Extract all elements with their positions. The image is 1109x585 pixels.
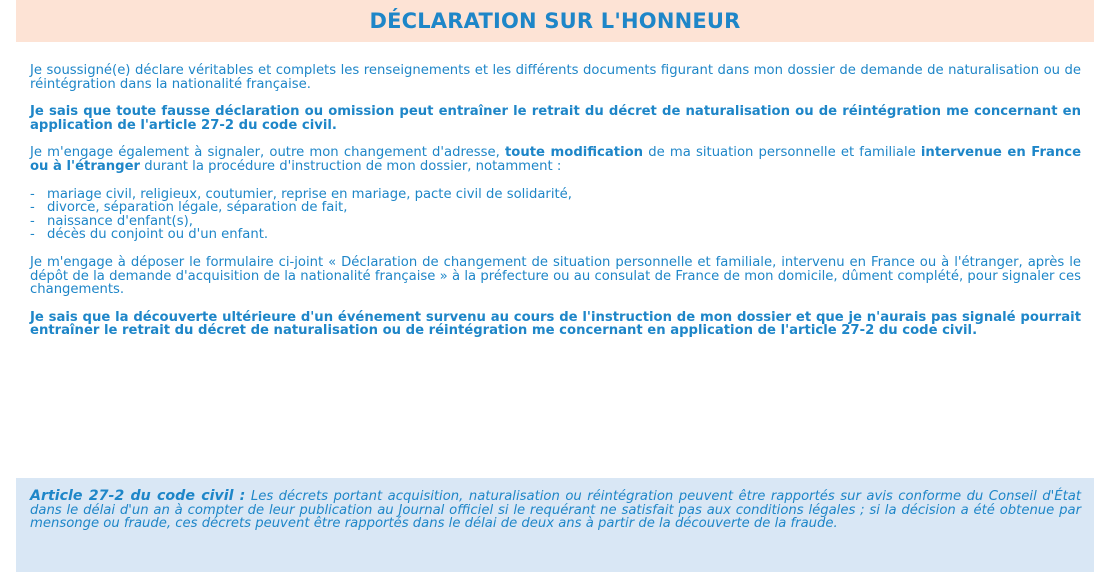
article-title: Article 27-2 du code civil : bbox=[30, 488, 246, 504]
list-item-text: divorce, séparation légale, séparation de fait, bbox=[47, 200, 348, 216]
list-item bbox=[30, 201, 1081, 215]
paragraph-commitment bbox=[30, 146, 1081, 173]
paragraph-later-discovery-warning: Je sais que la découverte ultérieure d'un événement survenu au cours de l'instruction de mon dossier et que je n'aurais pas signalé pourrait entraîner le retrait du décret de naturalisation ou de réintégration me concernant en application de l'article 27-2 du code civil. bbox=[30, 309, 1081, 339]
commitment-text-1: Je m'engage également à signaler, outre mon changement d'adresse, bbox=[30, 145, 505, 161]
list-item-text: décès du conjoint ou d'un enfant. bbox=[47, 227, 269, 243]
list-item-text: mariage civil, religieux, coutumier, reprise en mariage, pacte civil de solidarité, bbox=[47, 186, 572, 202]
commitment-text-2: de ma situation personnelle et familiale bbox=[643, 145, 921, 161]
declaration-body bbox=[16, 42, 1094, 338]
article-27-2-box bbox=[16, 478, 1094, 572]
title-band bbox=[16, 0, 1094, 42]
commitment-bold-1: toute modification bbox=[504, 145, 644, 161]
list-dash: - bbox=[30, 227, 35, 243]
commitment-bold-2: intervenue en France ou à l'étranger bbox=[30, 145, 1082, 174]
list-dash: - bbox=[30, 213, 35, 229]
list-dash: - bbox=[30, 186, 35, 202]
commitment-text-3: durant la procédure d'instruction de mon dossier, notamment : bbox=[140, 158, 562, 174]
paragraph-declaration: Je soussigné(e) déclare véritables et complets les renseignements et les différents documents figurant dans mon dossier de demande de naturalisation ou de réintégration dans la nationalité française. bbox=[30, 63, 1081, 92]
list-dash: - bbox=[30, 200, 35, 216]
list-item-text: naissance d'enfant(s), bbox=[47, 213, 193, 229]
article-text: Les décrets portant acquisition, naturalisation ou réintégration peuvent être rapportés sur avis conforme du Conseil d'État dans le délai d'un an à compter de leur publication au Journal officiel si le requérant ne satisfait pas aux conditions légales ; si la décision a été obtenue par mensonge ou fraude, ces décrets peuvent être rapportés dans le délai de deux ans à partir de la découverte de la fraude. bbox=[30, 489, 1081, 532]
document-title: DÉCLARATION SUR L'HONNEUR bbox=[369, 9, 741, 33]
list-item bbox=[30, 228, 1081, 242]
paragraph-false-declaration-warning: Je sais que toute fausse déclaration ou omission peut entraîner le retrait du décret de naturalisation ou de réintégration me concernant en application de l'article 27-2 du code civil. bbox=[30, 104, 1081, 133]
document-page bbox=[16, 0, 1094, 585]
situation-change-list bbox=[30, 188, 1081, 242]
paragraph-form-submission: Je m'engage à déposer le formulaire ci-joint « Déclaration de changement de situation personnelle et familiale, intervenu en France ou à l'étranger, après le dépôt de la demande d'acquisition de la nationalité française » à la préfecture ou au consulat de France de mon domicile, dûment complété, pour signaler ces changements. bbox=[30, 254, 1081, 298]
